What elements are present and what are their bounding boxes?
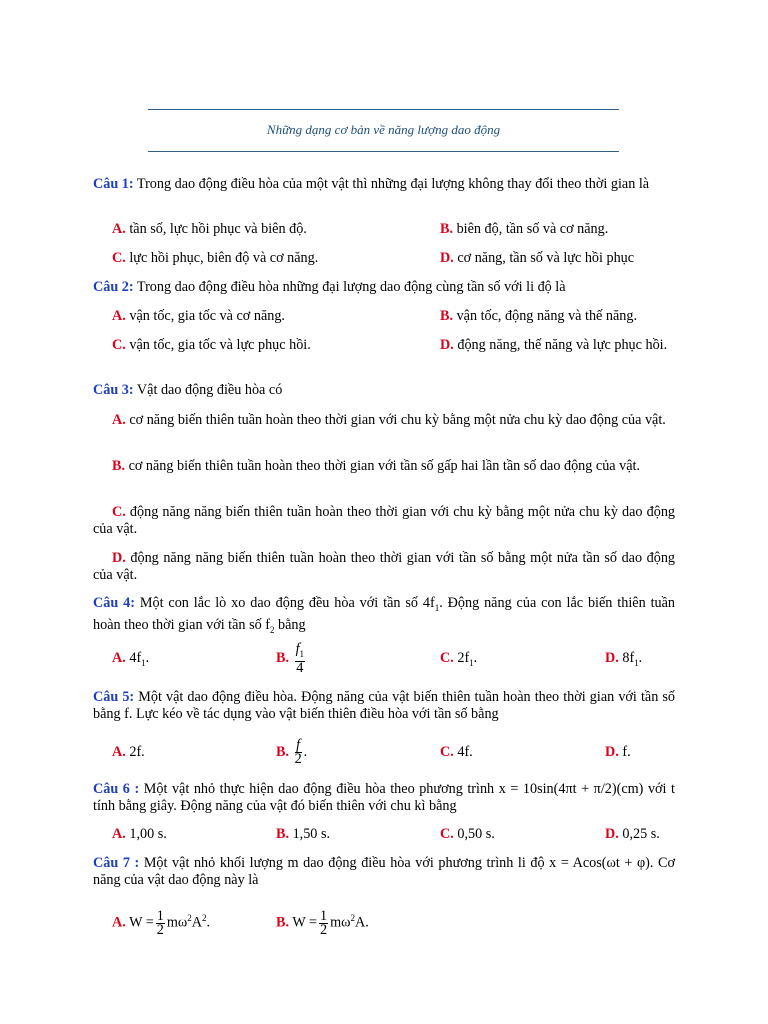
q1-option-c: C. lực hồi phục, biên độ và cơ năng. xyxy=(112,250,319,266)
question-label: Câu 1: xyxy=(93,176,134,192)
fraction: $\frac{1}{2}$ xyxy=(320,907,328,938)
q3-option-c: C. động năng năng biến thiên tuần hoàn theo thời gian với chu kỳ bằng một nửa chu kỳ dao động của vật. xyxy=(93,504,676,537)
q1-option-a: A. tần số, lực hồi phục và biên độ. xyxy=(112,221,307,237)
q5-option-b: B. $\frac{f}{2}$ . xyxy=(276,737,308,768)
question-label: Câu 4: xyxy=(93,595,135,611)
question-5 xyxy=(93,689,675,723)
q4-option-d: D. $8f_1$. xyxy=(605,650,643,668)
q1-option-b: B. biên độ, tần số và cơ năng. xyxy=(440,221,609,237)
question-3 xyxy=(93,382,675,399)
question-6 xyxy=(93,781,675,815)
q6-option-a: A. 1,00 s. xyxy=(112,826,167,842)
q4-option-c: C. $2f_1$. xyxy=(440,650,478,668)
question-label: Câu 7 : xyxy=(93,855,140,871)
q4-option-b: B. $\frac{f_1}{4}$ xyxy=(276,640,305,676)
q7-option-a: A. W = $\frac{1}{2}$ $m\omega^2A^2$. xyxy=(112,907,211,938)
q2-option-c: C. vận tốc, gia tốc và lực phục hồi. xyxy=(112,337,311,353)
q7-option-b: B. W = $\frac{1}{2}$ $m\omega^2A$. xyxy=(276,907,369,938)
q6-option-b: B. 1,50 s. xyxy=(276,826,331,842)
q3-option-d: D. động năng năng biến thiên tuần hoàn theo thời gian với tần số bằng một nửa tần số dao động của vật. xyxy=(93,550,676,583)
question-label: Câu 2: xyxy=(93,279,134,295)
q3-option-b: B. cơ năng biến thiên tuần hoàn theo thời gian với tần số gấp hai lần tần số dao động của vật. xyxy=(112,458,641,474)
question-text: Một vật nhỏ khối lượng m dao động điều hòa với phương trình li độ x = Acos(ωt + φ). Cơ năng của vật dao động này là xyxy=(93,855,675,888)
question-7 xyxy=(93,855,675,889)
question-text: Trong dao động điều hòa những đại lượng dao động cùng tần số với li độ là xyxy=(136,279,566,295)
question-4: Câu 4: Một con lắc lò xo dao động đều hòa với tần số $4f_1$. Động năng của con lắc biến thiên tuần hoàn theo thời gian với tần số $f_2$ bằng xyxy=(93,595,675,635)
question-1 xyxy=(93,176,675,193)
question-text: Một vật nhỏ thực hiện dao động điều hòa theo phương trình x = 10sin(4πt + π/2)(cm) với t tính bằng giây. Động năng của vật đó biến thiên với chu kì bằng xyxy=(93,781,675,814)
fraction: $\frac{1}{2}$ xyxy=(156,907,164,938)
q5-option-c: C. 4f. xyxy=(440,744,473,760)
page-title: Những dạng cơ bản về năng lượng dao động xyxy=(266,122,501,137)
question-text: Trong dao động điều hòa của một vật thì những đại lượng không thay đổi theo thời gian là xyxy=(136,176,650,192)
q6-option-d: D. 0,25 s. xyxy=(605,826,660,842)
question-label: Câu 3: xyxy=(93,382,134,398)
question-text: Một vật dao động điều hòa. Động năng của vật biến thiên tuần hoàn theo thời gian với tần số bằng f. Lực kéo về tác dụng vào vật biến thiên điều hòa với tần số bằng xyxy=(93,689,675,722)
q2-option-b: B. vận tốc, động năng và thế năng. xyxy=(440,308,638,324)
q2-option-d: D. động năng, thế năng và lực phục hồi. xyxy=(440,337,668,353)
header-top-rule xyxy=(148,109,619,110)
question-text: Vật dao động điều hòa có xyxy=(136,382,283,398)
header-bottom-rule xyxy=(148,151,619,152)
q5-option-a: A. 2f. xyxy=(112,744,145,760)
question-label: Câu 6 : xyxy=(93,781,140,797)
q6-option-c: C. 0,50 s. xyxy=(440,826,495,842)
q4-option-a: A. $4f_1$. xyxy=(112,650,150,668)
q2-option-a: A. vận tốc, gia tốc và cơ năng. xyxy=(112,308,285,324)
question-label: Câu 5: xyxy=(93,689,135,705)
fraction: $\frac{f}{2}$ xyxy=(294,737,302,768)
fraction: $\frac{f_1}{4}$ xyxy=(295,640,305,676)
question-2 xyxy=(93,279,675,296)
q3-option-a: A. cơ năng biến thiên tuần hoàn theo thời gian với chu kỳ bằng một nửa chu kỳ dao động của vật. xyxy=(112,412,666,428)
q1-option-d: D. cơ năng, tần số và lực hồi phục xyxy=(440,250,635,266)
q5-option-d: D. f. xyxy=(605,744,631,760)
